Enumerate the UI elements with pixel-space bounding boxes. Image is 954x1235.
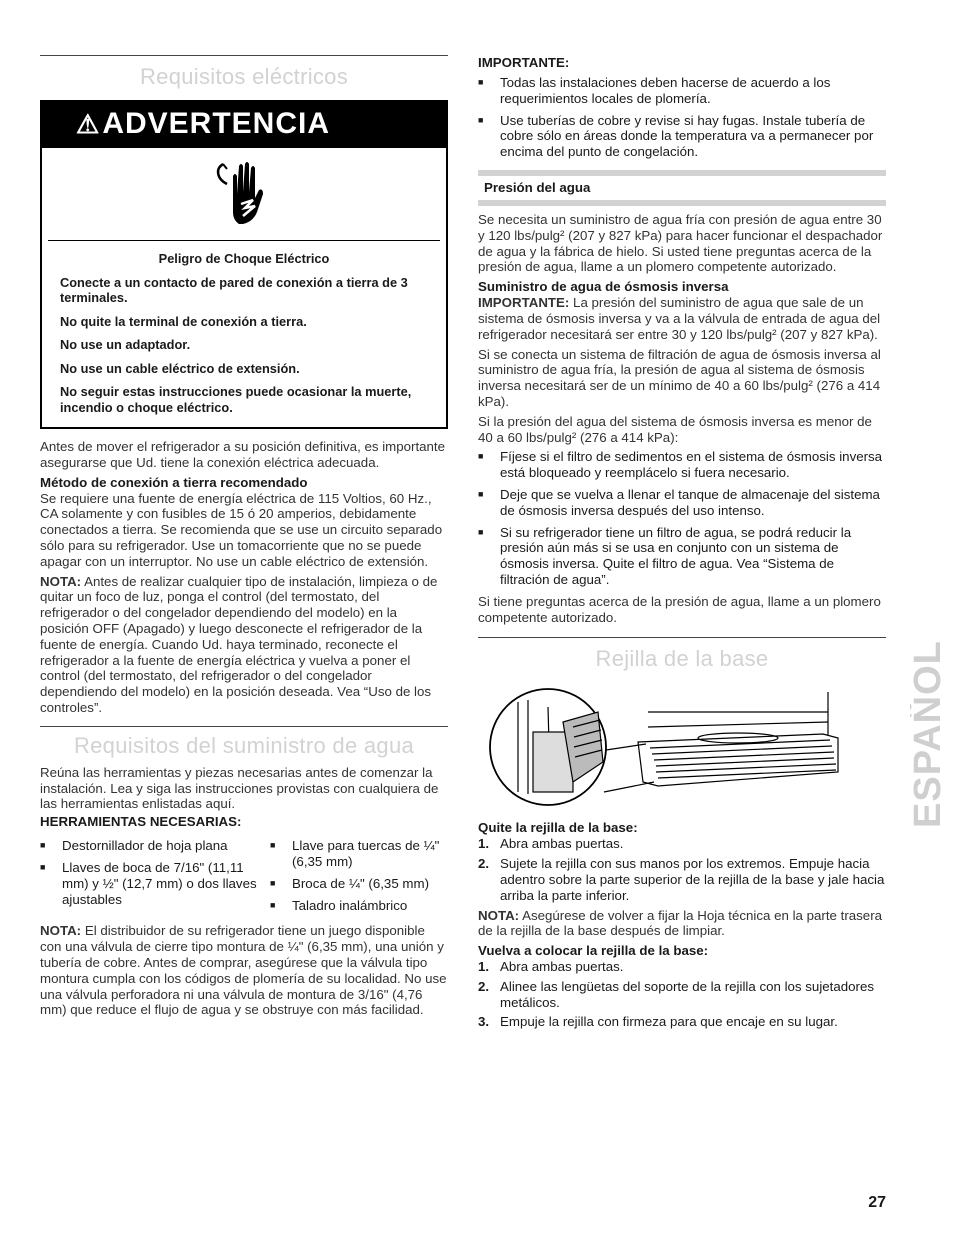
tool-item: ■ Destornillador de hoja plana (40, 838, 270, 854)
important-list (478, 75, 886, 160)
step-item: 2. Sujete la rejilla con sus manos por los extremos. Empuje hacia adentro sobre la parte superior de la rejilla de la base y jale hacia arriba la parte inferior. (478, 856, 885, 903)
step-item: 2. Alinee las lengüetas del soporte de la rejilla con los sujetadores metálicos. (478, 978, 875, 1010)
tool-item: ■ Taladro inalámbrico (270, 898, 448, 914)
pressure-heading: Presión del agua (484, 179, 591, 195)
section-title-grille: Rejilla de la base (595, 646, 769, 672)
tool-item: ■ Broca de ¼" (6,35 mm) (270, 876, 448, 892)
remove-heading: Quite la rejilla de la base: (478, 820, 638, 836)
section-title-electric: Requisitos eléctricos (139, 64, 349, 89)
dotted-rule (478, 200, 886, 206)
step-text: Empuje la rejilla con firmeza para que encaje en su lugar. (500, 1014, 838, 1030)
tool-item: ■ Llave para tuercas de ¼" (6,35 mm) (270, 838, 448, 870)
replace-heading: Vuelva a colocar la rejilla de la base: (478, 943, 709, 959)
ro-item: ■ Fíjese si el filtro de sedimentos en el sistema de ósmosis inversa está bloqueado y reemplácelo si fuera necesario. (478, 449, 886, 481)
grille-illustration (478, 682, 886, 812)
electric-intro: Antes de mover el refrigerador a su posición definitiva, es importante asegurarse que Ud. tiene la conexión eléctrica adecuada. (40, 439, 446, 470)
step-text: Abra ambas puertas. (500, 836, 624, 852)
water-intro: Reúna las herramientas y piezas necesarias antes de comenzar la instalación. Lea y siga las instrucciones provistas con cualquiera de las herramientas enlistadas aquí. (40, 764, 439, 812)
warning-box (40, 100, 448, 429)
step-text: Alinee las lengüetas del soporte de la rejilla con los sujetadores metálicos. (500, 978, 875, 1010)
step-text: Sujete la rejilla con sus manos por los extremos. Empuje hacia adentro sobre la parte superior de la rejilla de la base y jale hacia arriba la parte inferior. (500, 856, 885, 903)
step-item: 1. Abra ambas puertas. (478, 959, 624, 975)
warning-line: No use un adaptador. (60, 337, 191, 352)
nota-grille (478, 908, 886, 940)
tools-col-1 (40, 838, 270, 913)
rule-grille (478, 637, 886, 638)
nota-text: Asegúrese de volver a fijar la Hoja técnica en la parte trasera de la rejilla de la base después de limpiar. (478, 907, 883, 939)
warning-caption: Peligro de Choque Eléctrico (158, 251, 330, 266)
ro-text-2: Si se conecta un sistema de filtración de agua de ósmosis inversa al suministro de agua fría, la presión de agua al sistema de ósmosis inversa necesitará ser de un mínimo de 40 a 60 lbs/pulg² (276 a 414 kPa). (478, 346, 881, 409)
warning-header (40, 100, 448, 148)
ro-important-text: La presión del suministro de agua que sale de un sistema de ósmosis inversa y va a la válvula de entrada de agua del refrigerador necesitará ser entre 30 y 120 lbs/pulg² (207 y 827 kPa). (478, 295, 881, 342)
ro-item: ■ Si su refrigerador tiene un filtro de agua, se podrá reducir la presión aún más si se usa en conjunto con un sistema de ósmosis inversa. Quite el filtro de agua. Vea “Sistema de filtración de agua”. (478, 525, 886, 588)
nota-text: Antes de realizar cualquier tipo de instalación, limpieza o de quitar un foco de luz, ponga el control (del termostato, del refrigerador o del congelador dependiendo del modelo) en la posición OFF (Apagado) y luego desconecte el refrigerador de la fuente de energía. Cuando Ud. haya terminado, reconecte el refrigerador a la fuente de energía eléctrica y vuelva a poner el control (del termostato, del refrigerador o del congelador dependiendo del modelo) en la posición deseada. Vea “Uso de los controles”. (40, 573, 438, 715)
warning-header-text: ADVERTENCIA (102, 107, 330, 140)
nota-label: NOTA: (40, 573, 82, 589)
nota-label: NOTA: (40, 923, 82, 939)
warning-line: Conecte a un contacto de pared de conexión a tierra de 3 terminales. (60, 274, 408, 305)
nota-label: NOTA: (478, 907, 520, 923)
rule-water (40, 726, 448, 727)
method-heading: Método de conexión a tierra recomendado (40, 474, 308, 490)
warning-line: No quite la terminal de conexión a tierra. (60, 313, 307, 329)
warning-line: No seguir estas instrucciones puede ocasionar la muerte, incendio o choque eléctrico. (60, 384, 412, 415)
pressure-text: Se necesita un suministro de agua fría con presión de agua entre 30 y 120 lbs/pulg² (207 y 827 kPa) para hacer funcionar el despachador de agua y la fábrica de hielo. Si usted tiene preguntas acerca de la presión de agua, llame a un plomero competente autorizado. (478, 211, 883, 275)
warning-line: No use un cable eléctrico de extensión. (60, 360, 300, 376)
step-item: 1. Abra ambas puertas. (478, 836, 624, 852)
section-title-water: Requisitos del suministro de agua (73, 732, 415, 758)
ro-heading: Suministro de agua de ósmosis inversa (478, 279, 729, 295)
ro-closing: Si tiene preguntas acerca de la presión de agua, llame a un plomero competente autorizado. (478, 593, 881, 625)
dotted-rule (478, 170, 886, 176)
page-number: 27 (868, 1194, 886, 1211)
method-text: Se requiere una fuente de energía eléctrica de 115 Voltios, 60 Hz., CA solamente y con fusibles de 15 ó 20 amperios, debidamente conectados a tierra. Se recomienda que se use un circuito separado sólo para su refrigerador. Use un tomacorriente que no se puede apagar con un interruptor. No use un cable eléctrico de extensión. (40, 490, 443, 569)
nota-water (40, 923, 448, 1018)
ro-important (478, 295, 886, 342)
language-side-tab (910, 640, 948, 830)
language-side-label: ESPAÑOL (910, 640, 948, 828)
tool-item: ■ Llaves de boca de 7/16" (11,11 mm) y ½" (12,7 mm) o dos llaves ajustables (40, 860, 270, 907)
tools-heading: HERRAMIENTAS NECESARIAS: (40, 814, 242, 830)
replace-steps (478, 959, 886, 1030)
remove-steps (478, 836, 886, 903)
ro-important-label: IMPORTANTE: (478, 295, 570, 311)
nota-electric (40, 574, 448, 716)
warning-text (42, 241, 446, 427)
important-item: ■ Use tuberías de cobre y revise si hay fugas. Instale tubería de cobre sólo en áreas donde la temperatura va a permanecer por encima del punto de congelación. (478, 113, 886, 160)
tools-list (40, 838, 448, 913)
right-column (478, 55, 886, 1030)
step-text: Abra ambas puertas. (500, 959, 624, 975)
top-rule-left (40, 55, 448, 56)
ro-list (478, 449, 886, 587)
left-column (40, 55, 448, 1018)
important-heading: IMPORTANTE: (478, 55, 570, 70)
electric-shock-hand-icon (48, 148, 440, 241)
ro-text-3: Si la presión del agua del sistema de ósmosis inversa es menor de 40 a 60 lbs/pulg² (276 a 414 kPa): (478, 413, 872, 445)
nota-text: El distribuidor de su refrigerador tiene un juego disponible con una válvula de cierre tipo montura de ¼" (6,35 mm), una unión y tubería de cobre. Antes de comprar, asegúrese que la válvula tipo montura cumpla con los códigos de plomería de su localidad. No use una válvula perforadora ni una válvula de montura de 3/16" (4,76 mm) que reduce el flujo de agua y se obstruye con más facilidad. (40, 923, 447, 1018)
tools-col-2 (270, 838, 448, 913)
step-item: 3. Empuje la rejilla con firmeza para que encaje en su lugar. (478, 1014, 838, 1030)
important-item: ■ Todas las instalaciones deben hacerse de acuerdo a los requerimientos locales de plomería. (478, 75, 886, 107)
ro-item: ■ Deje que se vuelva a llenar el tanque de almacenaje del sistema de ósmosis inversa después del uso intenso. (478, 487, 886, 519)
warning-triangle-icon: ⚠ (76, 109, 101, 139)
warning-body (40, 148, 448, 429)
